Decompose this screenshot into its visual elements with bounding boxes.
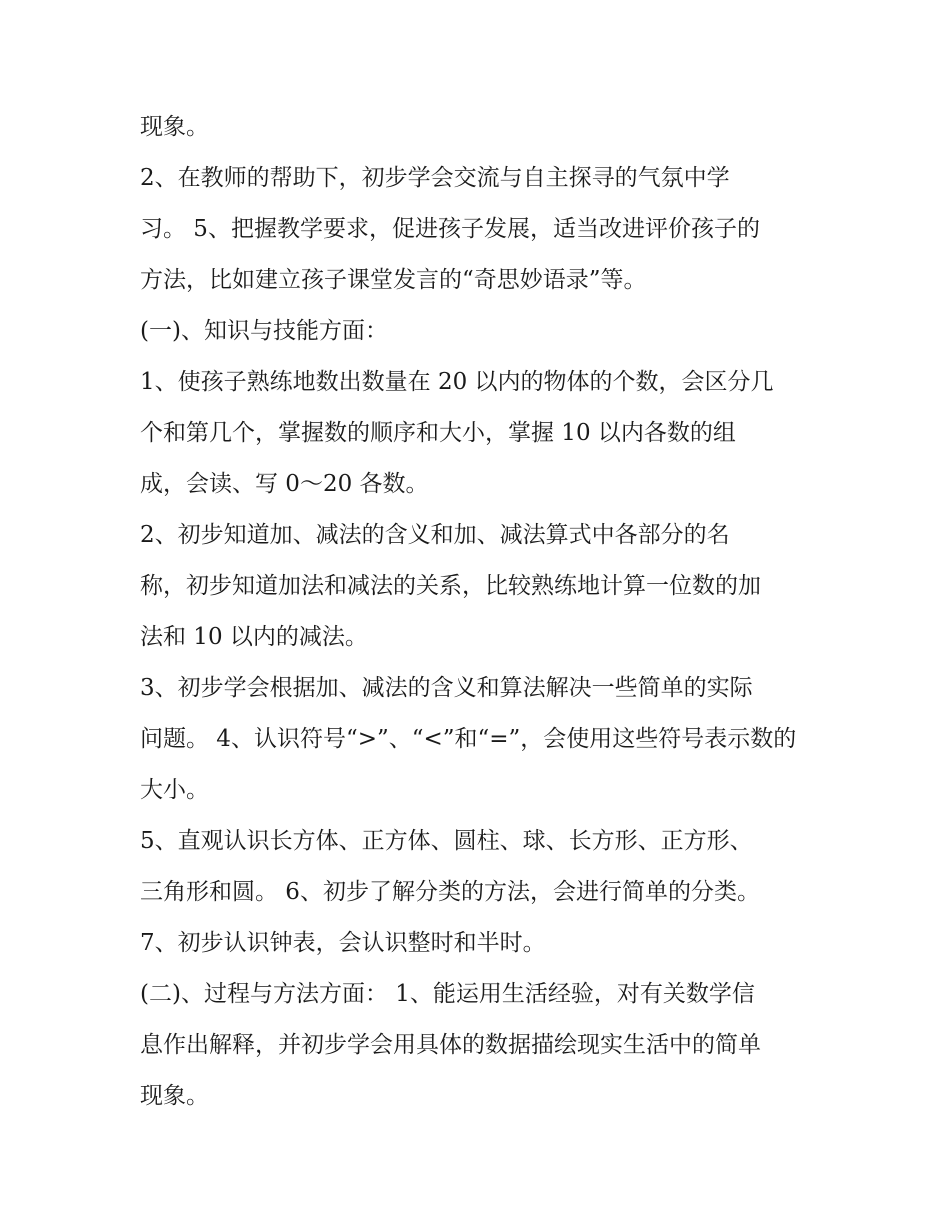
text-line: 2、在教师的帮助下，初步学会交流与自主探寻的气氛中学 xyxy=(140,165,730,191)
text-line: 法和 10 以内的减法。 xyxy=(140,624,368,650)
text-line: 5、直观认识长方体、正方体、圆柱、球、长方形、正方形、 xyxy=(140,828,753,854)
document-body xyxy=(140,102,820,1122)
text-line: 息作出解释，并初步学会用具体的数据描绘现实生活中的简单 xyxy=(140,1032,761,1058)
text-line: 现象。 xyxy=(140,114,209,140)
text-line: 大小。 xyxy=(140,777,209,803)
text-line: 2、初步知道加、减法的含义和加、减法算式中各部分的名 xyxy=(140,522,730,548)
text-line: 三角形和圆。 6、初步了解分类的方法，会进行简单的分类。 xyxy=(140,879,760,905)
text-line: 称，初步知道加法和减法的关系，比较熟练地计算一位数的加 xyxy=(140,573,761,599)
text-line: 3、初步学会根据加、减法的含义和算法解决一些简单的实际 xyxy=(140,675,753,701)
text-line: 成，会读、写 0～20 各数。 xyxy=(140,471,429,497)
text-line: 7、初步认识钟表，会认识整时和半时。 xyxy=(140,930,546,956)
section-heading: (二)、过程与方法方面： 1、能运用生活经验，对有关数学信 xyxy=(140,981,755,1007)
section-heading: (一)、知识与技能方面： xyxy=(140,318,388,344)
text-line: 方法，比如建立孩子课堂发言的“奇思妙语录”等。 xyxy=(140,267,647,293)
text-line: 现象。 xyxy=(140,1083,209,1109)
text-line: 个和第几个，掌握数的顺序和大小，掌握 10 以内各数的组 xyxy=(140,420,736,446)
text-line: 习。 5、把握教学要求，促进孩子发展，适当改进评价孩子的 xyxy=(140,216,760,242)
text-line: 问题。 4、认识符号“>”、“<”和“=”，会使用这些符号表示数的 xyxy=(140,726,797,752)
text-line: 1、使孩子熟练地数出数量在 20 以内的物体的个数，会区分几 xyxy=(140,369,774,395)
